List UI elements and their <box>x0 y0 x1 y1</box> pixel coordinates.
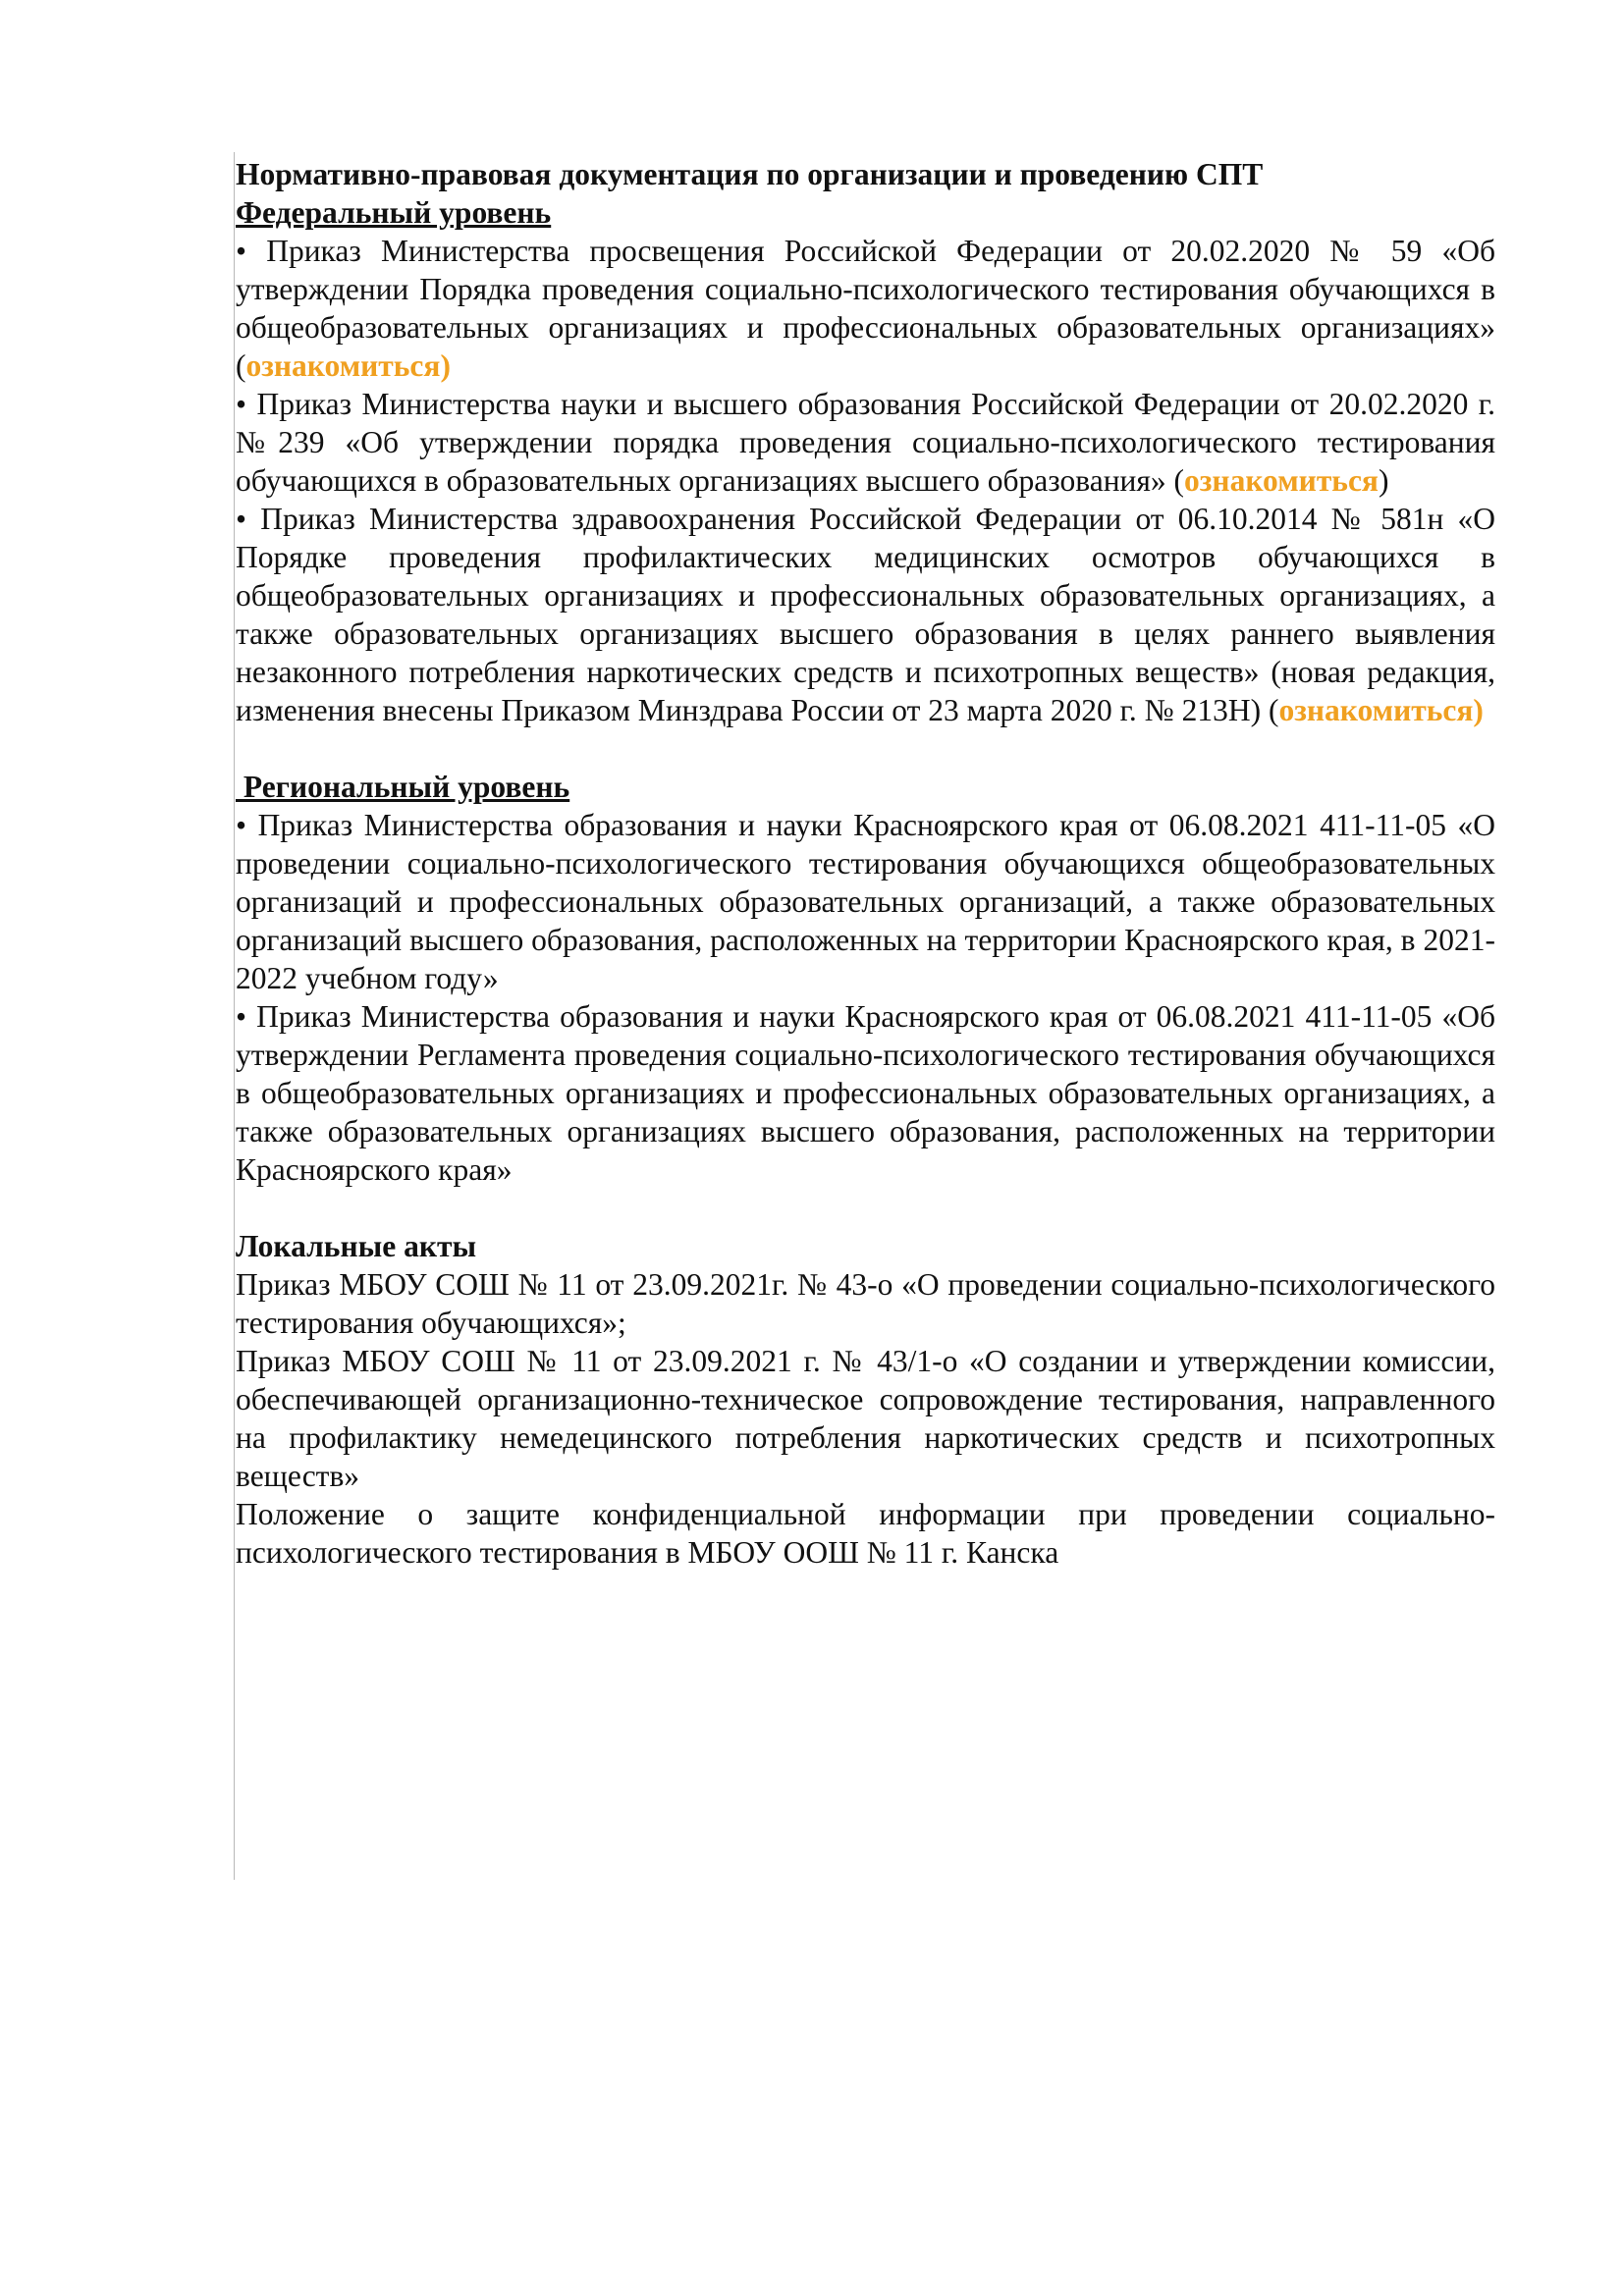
local-item-1: Приказ МБОУ СОШ № 11 от 23.09.2021г. № 43-о «О проведении социально-психологического тестирования обучающихся»; <box>236 1267 1495 1340</box>
federal-item-2-link[interactable]: ознакомиться <box>1184 463 1379 498</box>
federal-item-3 <box>236 500 1495 729</box>
local-item-2: Приказ МБОУ СОШ № 11 от 23.09.2021 г. № 43/1-о «О создании и утверждении комиссии, обеспечивающей организационно-техническое сопровождение тестирования, направленного на профилактику немедецинского потребления наркотических средств и психотропных веществ» <box>236 1344 1495 1493</box>
federal-item-1-link[interactable]: ознакомиться) <box>245 348 451 383</box>
federal-item-2 <box>236 385 1495 500</box>
document-body <box>236 155 1495 1572</box>
federal-item-3-text: • Приказ Министерства здравоохранения Российской Федерации от 06.10.2014 № 581н «О Порядке проведения профилактических медицинских осмотров обучающихся в общеобразовательных организациях и профессиональных образовательных организациях, а также образовательных организациях высшего образования в целях раннего выявления незаконного потребления наркотических средств и психотропных веществ» (новая редакция, изменения внесены Приказом Минздрава России от 23 марта 2020 г. № 213Н) ( <box>236 502 1495 727</box>
federal-item-2-after: ) <box>1378 463 1389 498</box>
federal-item-1-text: • Приказ Министерства просвещения Российской Федерации от 20.02.2020 № 59 «Об утверждении Порядка проведения социально-психологического тестирования обучающихся в общеобразовательных организациях и профессиональных образовательных организациях» ( <box>236 234 1495 383</box>
regional-item-1: • Приказ Министерства образования и науки Красноярского края от 06.08.2021 411-11-05 «О проведении социально-психологического тестирования обучающихся общеобразовательных организаций и профессиональных образовательных организаций, а также образовательных организаций высшего образования, расположенных на территории Красноярского края, в 2021-2022 учебном году» <box>236 808 1495 995</box>
left-border-line <box>234 152 235 1880</box>
federal-heading: Федеральный уровень <box>236 195 552 230</box>
federal-item-1 <box>236 232 1495 385</box>
local-heading: Локальные акты <box>236 1229 477 1263</box>
federal-item-2-text: • Приказ Министерства науки и высшего образования Российской Федерации от 20.02.2020 г. №239 «Об утверждении порядка проведения социально-психологического тестирования обучающихся в образовательных организациях высшего образования» ( <box>236 387 1495 498</box>
federal-item-3-link[interactable]: ознакомиться) <box>1278 693 1484 727</box>
spacer <box>236 729 1495 768</box>
spacer <box>236 1189 1495 1227</box>
regional-item-2: • Приказ Министерства образования и науки Красноярского края от 06.08.2021 411-11-05 «Об утверждении Регламента проведения социально-психологического тестирования обучающихся в общеобразовательных организациях и профессиональных образовательных организациях, а также образовательных организациях высшего образования, расположенных на территории Красноярского края» <box>236 999 1495 1187</box>
document-title: Нормативно-правовая документация по организации и проведению СПТ <box>236 157 1264 191</box>
local-item-3: Положение о защите конфиденциальной информации при проведении социально-психологического тестирования в МБОУ ООШ № 11 г. Канска <box>236 1497 1495 1570</box>
regional-heading: Региональный уровень <box>236 770 570 804</box>
